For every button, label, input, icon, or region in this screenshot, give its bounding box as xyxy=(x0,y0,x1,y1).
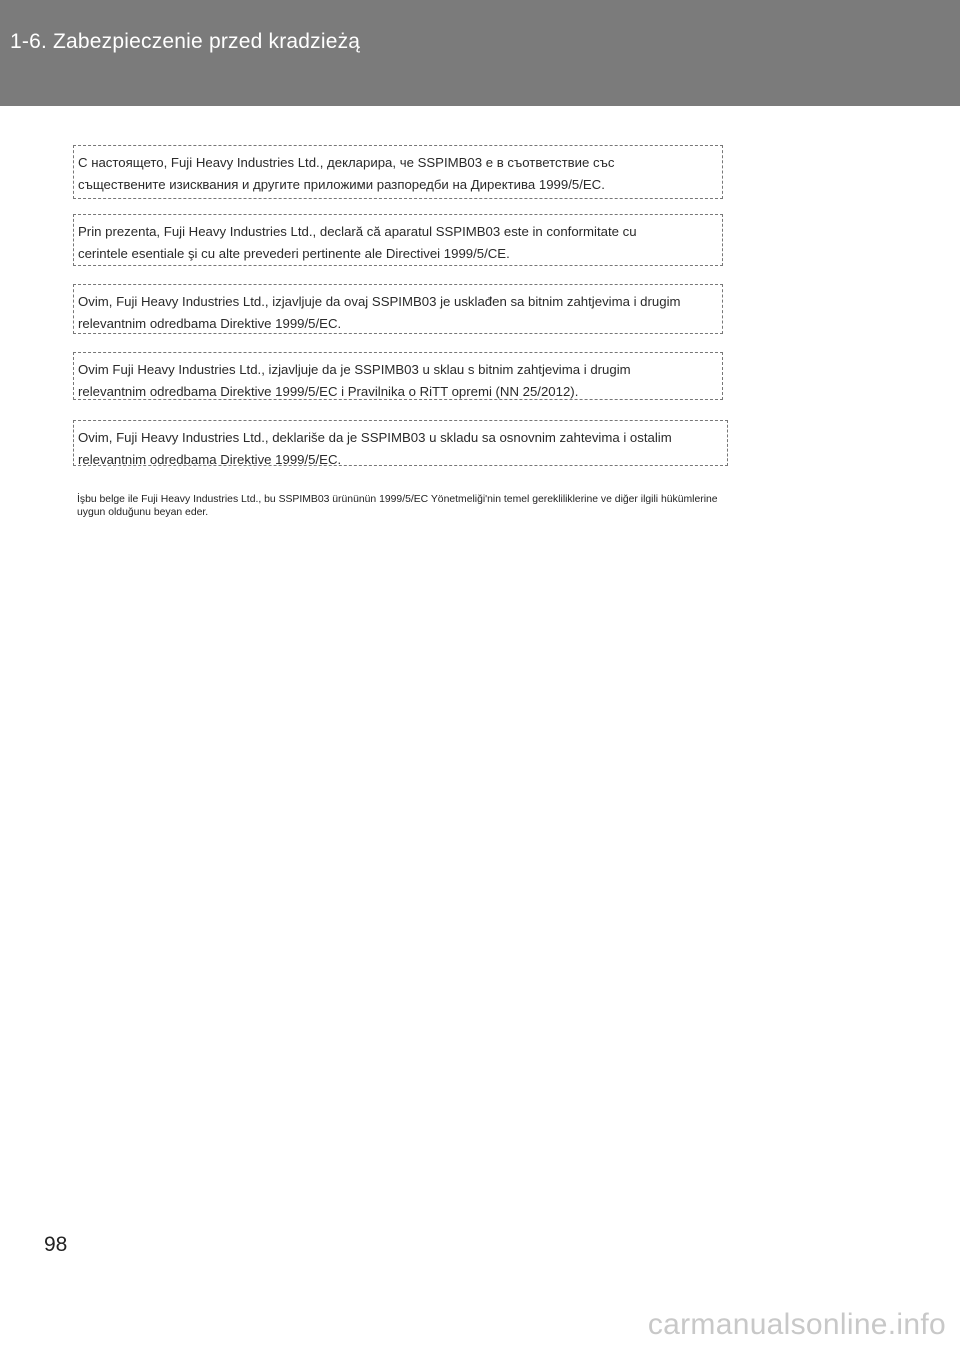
watermark: carmanualsonline.info xyxy=(647,1308,946,1341)
declaration-line: relevantnim odredbama Direktive 1999/5/EC. xyxy=(78,316,342,331)
declaration-bulgarian xyxy=(73,145,723,199)
declaration-line: Ovim, Fuji Heavy Industries Ltd., deklariše da je SSPIMB03 u skladu sa osnovnim zahtevima i ostalim xyxy=(78,430,672,445)
declaration-line: relevantnim odredbama Direktive 1999/5/EC. xyxy=(78,452,342,467)
declaration-line: Ovim, Fuji Heavy Industries Ltd., izjavljuje da ovaj SSPIMB03 je usklađen sa bitnim zahtjevima i drugim xyxy=(78,294,681,309)
declaration-turkish: İşbu belge ile Fuji Heavy Industries Ltd., bu SSPIMB03 ürününün 1999/5/EC Yönetmeliği'nin temel gerekliliklerine ve diğer ilgili hükümlerine uygun olduğunu beyan eder. xyxy=(77,494,718,518)
declaration-bosnian xyxy=(73,284,723,334)
declaration-romanian xyxy=(73,214,723,266)
section-title: 1-6. Zabezpieczenie przed kradzieżą xyxy=(10,30,361,53)
declaration-line: съществените изисквания и другите приложими разпоредби на Директива 1999/5/ЕС. xyxy=(78,177,605,192)
page-header xyxy=(0,0,960,106)
page-number: 98 xyxy=(44,1233,68,1256)
declaration-serbian xyxy=(73,420,728,466)
declaration-line: Ovim Fuji Heavy Industries Ltd., izjavljuje da je SSPIMB03 u sklau s bitnim zahtjevima i drugim xyxy=(78,362,631,377)
declaration-line: Prin prezenta, Fuji Heavy Industries Ltd., declară că aparatul SSPIMB03 este in conformitate cu xyxy=(78,224,637,239)
declaration-line: cerintele esentiale şi cu alte prevederi pertinente ale Directivei 1999/5/CE. xyxy=(78,246,510,261)
declaration-croatian xyxy=(73,352,723,400)
declaration-line: relevantnim odredbama Direktive 1999/5/EC i Pravilnika o RiTT opremi (NN 25/2012). xyxy=(78,384,579,399)
declaration-line: С настоящето, Fuji Heavy Industries Ltd., декларира, че SSPIMB03 е в съответствие със xyxy=(78,155,615,170)
